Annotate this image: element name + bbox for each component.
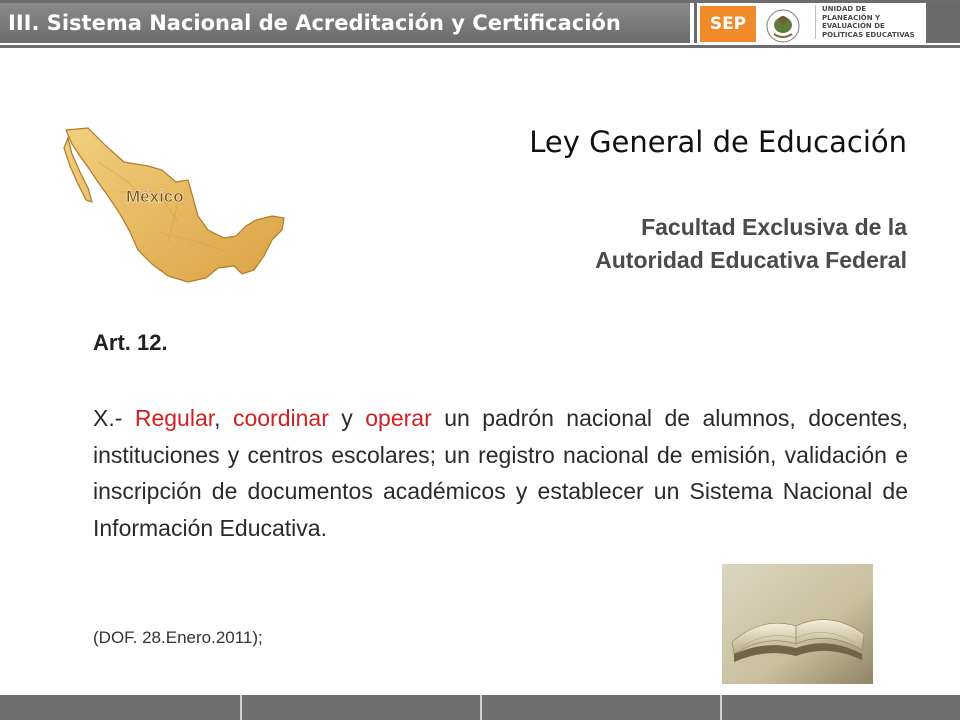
footer-divider xyxy=(720,695,722,720)
body-separator: , xyxy=(214,405,233,431)
sep-logo: SEP xyxy=(700,6,756,42)
article-body xyxy=(93,400,908,546)
article-heading: Art. 12. xyxy=(93,330,168,355)
subtitle-line: Autoridad Educativa Federal xyxy=(595,247,907,273)
unit-logo-line: POLÍTICAS EDUCATIVAS xyxy=(822,30,915,39)
subtitle-line: Facultad Exclusiva de la xyxy=(641,214,907,240)
footer-divider xyxy=(240,695,242,720)
map-label: México xyxy=(126,187,184,206)
mexico-map-image xyxy=(58,122,290,294)
body-separator: y xyxy=(328,405,366,431)
footer-divider xyxy=(480,695,482,720)
header-right-block xyxy=(926,3,960,43)
body-text: un padrón nacional de alumnos, docentes, instituciones y centros escolares; un registro nacional de emisión, validación e inscripción de documentos académicos y establecer un Sistema Nacional de Información Educativa. xyxy=(93,405,908,541)
highlight-word: coordinar xyxy=(232,405,329,431)
highlight-word: Regular xyxy=(134,405,215,431)
section-title: III. Sistema Nacional de Acreditación y Certificación xyxy=(0,3,690,43)
subtitle xyxy=(487,211,907,277)
header-separator xyxy=(694,3,697,43)
highlight-word: operar xyxy=(365,405,432,431)
header-bar xyxy=(0,0,960,48)
open-book-image xyxy=(722,564,873,684)
citation: (DOF. 28.Enero.2011); xyxy=(93,628,263,647)
unit-logo-line: EVALUACIÓN DE xyxy=(822,22,885,30)
unit-logo-line: PLANEACIÓN Y xyxy=(822,13,881,22)
page-title: Ley General de Educación xyxy=(529,125,907,159)
mexico-seal-icon xyxy=(761,4,805,44)
unit-logo-line: UNIDAD DE xyxy=(822,5,867,13)
header-divider-line xyxy=(0,45,960,48)
body-prefix: X.- xyxy=(93,405,135,431)
planning-unit-logo xyxy=(815,5,932,39)
